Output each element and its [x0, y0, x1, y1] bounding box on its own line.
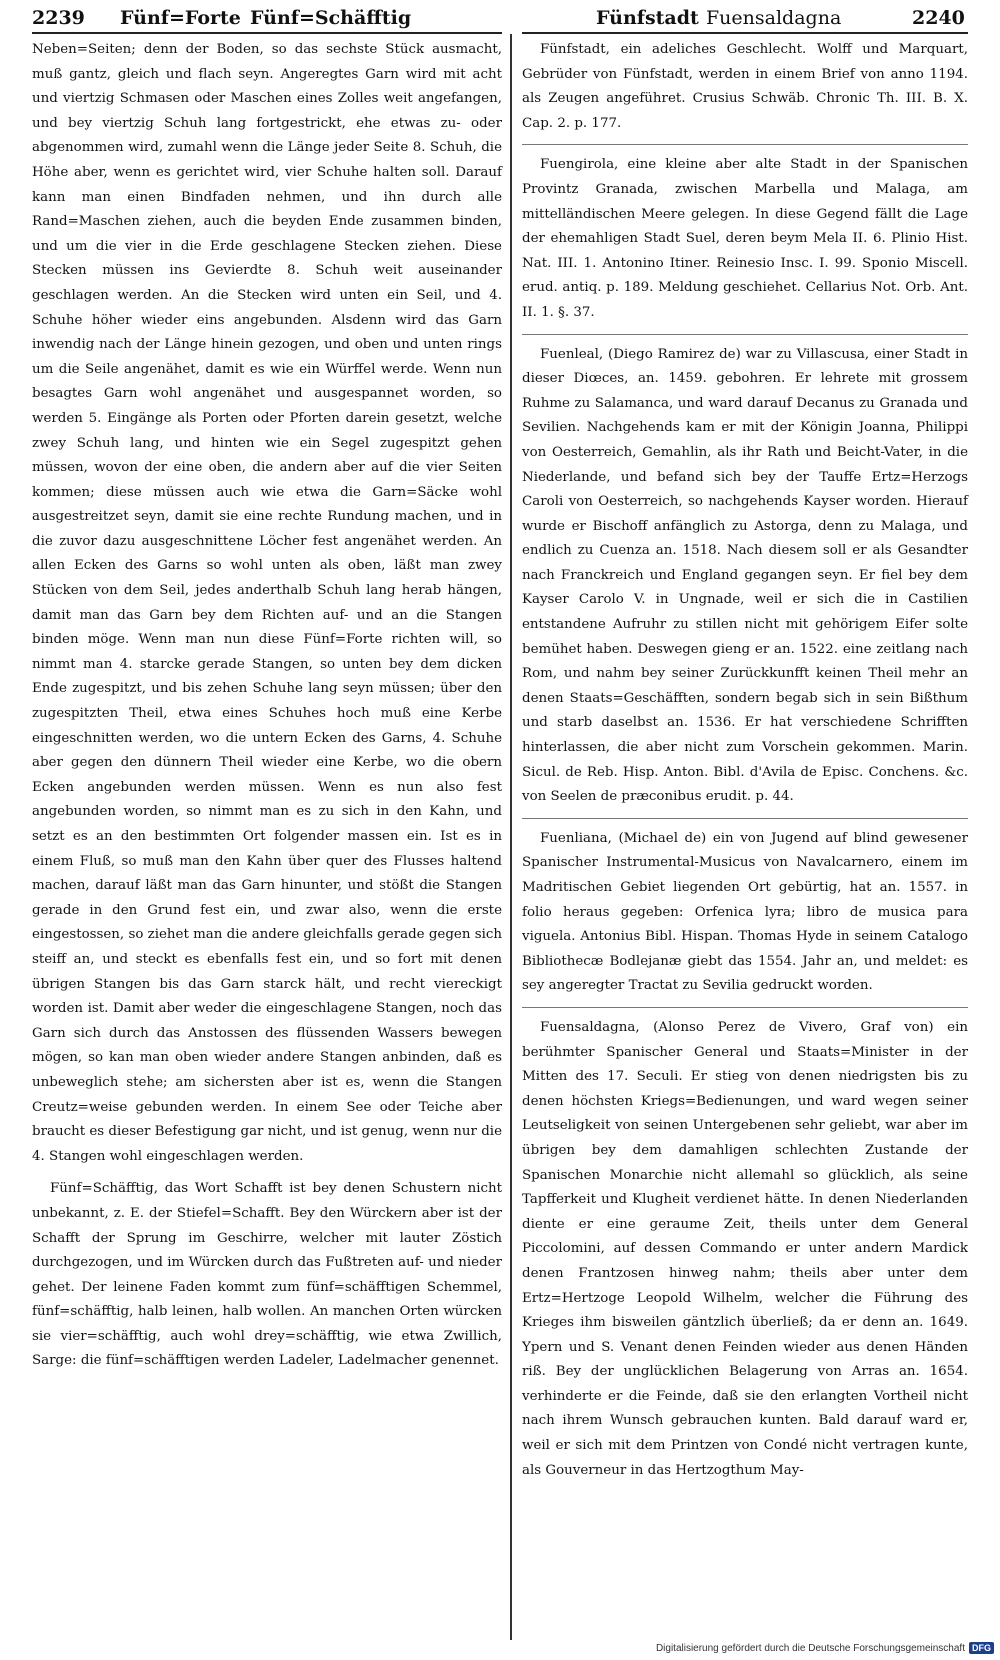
dfg-logo: DFG: [969, 1642, 994, 1654]
entry-fuenf-forte-continued: Neben=Seiten; denn der Boden, so das sechste Stück ausmacht, muß gantz, gleich und flach seyn. Angeregtes Garn wird mit acht und viertzig Schmasen oder Maschen eines Zolles weit angefangen, und bey viertzig Schuh lang fortgestrickt, ehe etwas zu- oder abgenommen wird, zumahl wenn die Länge jeder Seite 8. Schuh, die Höhe aber, wenn es gerichtet wird, vier Schuhe halten soll. Darauf kann man einen Bindfaden nehmen, und ihn durch alle Rand=Maschen ziehen, auch die beyden Ende zusammen binden, und um die vier in die Erde geschlagene Stecken ziehen. Diese Stecken müssen ins Gevierdte 8. Schuh weit auseinander geschlagen werden. An die Stecken wird unten ein Seil, und 4. Schuhe höher wieder eins angebunden. Alsdenn wird das Garn inwendig nach der Länge hinein gezogen, und oben und unten rings um die Seile angenähet, damit es wie ein Würffel werde. Wenn nun besagtes Garn wohl angenähet und ausgespannet worden, so werden 5. Eingänge als Porten oder Pforten darein gesetzt, welche zwey Schuh lang, und hinten wie ein Segel zugespitzt gehen müssen, wovon der eine oben, die andern aber auf die vier Seiten kommen; diese müssen auch wie etwa die Garn=Säcke wohl ausgestreitzet seyn, damit sie eine rechte Rundung machen, und in die zuvor dazu ausgeschnittene Löcher fest angenähet werden. An allen Ecken des Garns so wohl unten als oben, läßt man zwey Stücken von dem Seil, jedes anderthalb Schuh lang herab hängen, damit man das Garn bey dem Richten auf- und an die Stangen binden möge. Wenn man nun diese Fünf=Forte richten will, so nimmt man 4. starcke gerade Stangen, so unten bey dem dicken Ende zugespitzt, und bis zehen Schuhe lang seyn müssen; über den zugespitzten Theil, etwa eines Schuhes hoch muß eine Kerbe eingeschnitten werden, wo die untern Ecken des Garns, 4. Schuhe aber gegen den dünnern Theil wieder eine Kerbe, wo die obern Ecken angebunden werden müssen. Wenn es nun also fest angebunden worden, so nimmt man es zu sich in den Kahn, und setzt es an den bestimmten Ort folgender massen ein. Ist es in einem Fluß, so muß man den Kahn über quer des Flusses haltend machen, darauf läßt man das Garn hinunter, und stößt die Stangen gerade in den Grund fest ein, und zwar also, wenn die erste eingestossen, so ziehet man die andere gleichfalls gerade gegen sich steiff an, und steckt es ebenfalls fest ein, und so fort mit denen übrigen Stangen bis das Garn starck hält, und recht viereckigt worden ist. Damit aber weder die eingeschlagene Stangen, noch das Garn sich durch das Anstossen des flüssenden Wassers bewegen mögen, so kan man oben wieder andere Stangen anbinden, daß es unbeweglich stehe; am sichersten aber ist es, wenn die Stangen Creutz=weise gebunden werden. In einem See oder Teiche aber braucht es dieser Befestigung gar nicht, und ist genug, wenn nur die 4. Stangen wohl eingeschlagen werden.: [32, 42, 502, 1164]
column-divider: [510, 34, 512, 1640]
running-title-left-a: Fünf=Forte: [120, 7, 241, 29]
entry-fuenfstadt: Fünfstadt, ein adeliches Geschlecht. Wolff und Marquart, Gebrüder von Fünfstadt, werden in einem Brief von anno 1194. als Zeugen angeführet. Crusius Schwäb. Chronic Th. III. B. X. Cap. 2. p. 177.: [522, 42, 968, 131]
entry-separator: [522, 334, 968, 335]
entry-fuenleal: Fuenleal, (Diego Ramirez de) war zu Villascusa, einer Stadt in dieser Diœces, an. 1459. gebohren. Er lehrete mit grossem Ruhme zu Salamanca, und ward darauf Decanus zu Granada und Sevilien. Nachgehends kam er mit der Königin Joanna, Philippi von Oesterreich, Gemahlin, als ihr Rath und Beicht-Vater, in die Niederlande, und befand sich bey der Tauffe Ertz=Herzogs Caroli von Oesterreich, so nachgehends Kayser worden. Hierauf wurde er Bischoff anfänglich zu Astorga, denn zu Malaga, und endlich zu Cuenza an. 1518. Nach diesem soll er als Gesandter nach Franckreich und England gegangen seyn. Er fiel bey dem Kayser Carolo V. in Ungnade, weil er sich die in Castilien entstandene Aufruhr zu stillen nicht mit gehörigem Eifer solte bemühet haben. Deswegen gieng er an. 1522. eine zeitlang nach Rom, und nahm bey seiner Zurückkunfft keinen Theil mehr an denen Staats=Geschäfften, sondern begab sich in sein Bißthum und starb daselbst an. 1536. Er hat verschiedene Schrifften hinterlassen, die aber nicht zum Vorschein gekommen. Marin. Sicul. de Reb. Hisp. Anton. Bibl. d'Avila de Episc. Conchens. &c. von Seelen de præconibus erudit. p. 44.: [522, 346, 968, 805]
running-title-left-b: Fünf=Schäfftig: [250, 7, 412, 29]
entry-separator: [522, 818, 968, 819]
entry-fuenf-schaefftig: Fünf=Schäfftig, das Wort Schafft ist bey denen Schustern nicht unbekannt, z. E. der Stiefel=Schafft. Bey den Würckern aber ist der Schafft der Sprung im Geschirre, welcher mit lauter Zöstich durchgezogen, und im Würcken durch das Fußtreten auf- und nieder gehet. Der leinene Faden kommt zum fünf=schäfftigen Schemmel, fünf=schäfftig, halb leinen, halb wollen. An manchen Orten würcken sie vier=schäfftig, auch wohl drey=schäfftig, wie etwa Zwillich, Sarge: die fünf=schäfftigen werden Ladeler, Ladelmacher genennet.: [32, 1181, 502, 1369]
entry-fuengirola: Fuengirola, eine kleine aber alte Stadt in der Spanischen Provintz Granada, zwischen Marbella und Malaga, am mittelländischen Meere gelegen. In diese Gegend fällt die Lage der ehemahligen Stadt Suel, deren beym Mela II. 6. Plinio Hist. Nat. III. 1. Antonino Itiner. Reinesio Insc. I. 99. Sponio Miscell. erud. antiq. p. 189. Meldung geschiehet. Cellarius Not. Orb. Ant. II. 1. §. 37.: [522, 157, 968, 320]
right-column: [522, 38, 968, 1491]
entry-separator: [522, 144, 968, 145]
running-header: [0, 4, 1000, 32]
entry-fuenliana: Fuenliana, (Michael de) ein von Jugend auf blind gewesener Spanischer Instrumental-Musicus von Navalcarnero, einem im Madritischen Gebiet liegenden Ort gebürtig, hat an. 1557. in folio heraus gegeben: Orfenica lyra; libro de musica para viguela. Antonius Bibl. Hispan. Thomas Hyde in seinem Catalogo Bibliothecæ Bodlejanæ giebt das 1554. Jahr an, und meldet: es sey angeregter Tractat zu Sevilia gedruckt worden.: [522, 830, 968, 994]
header-rule-right: [522, 32, 968, 34]
digitization-footer: [656, 1642, 994, 1656]
page-number-right: 2240: [912, 7, 965, 29]
running-title-right-a: Fünfstadt: [596, 7, 699, 29]
left-column: [32, 38, 502, 1382]
entry-separator: [522, 1007, 968, 1008]
running-title-right-b: Fuensaldagna: [706, 7, 842, 29]
page-number-left: 2239: [32, 7, 85, 29]
footer-text: Digitalisierung gefördert durch die Deutsche Forschungsgemeinschaft: [655, 1643, 965, 1654]
header-rule-left: [32, 32, 502, 34]
entry-fuensaldagna: Fuensaldagna, (Alonso Perez de Vivero, Graf von) ein berühmter Spanischer General und Staats=Minister in der Mitten des 17. Seculi. Er stieg von denen niedrigsten bis zu denen höchsten Kriegs=Bedienungen, und ward wegen seiner Leutseligkeit von seinen Untergebenen sehr geliebt, war aber im übrigen bey dem damahligen schlechten Zustande der Spanischen Monarchie nicht allemahl so glücklich, als seine Tapfferkeit und Klugheit verdienet hätte. In denen Niederlanden diente er eine geraume Zeit, theils unter dem General Piccolomini, auf dessen Commando er unter andern Mardick denen Frantzosen hinweg nahm; theils aber unter dem Ertz=Hertzoge Leopold Wilhelm, welcher die Führung des Krieges ihm bisweilen gäntzlich überließ; da er denn an. 1649. Ypern und S. Venant denen Feinden wieder aus denen Händen riß. Bey der unglücklichen Belagerung von Arras an. 1654. verhinderte er die Feinde, daß sie den erlangten Vortheil nicht nach ihrem Wunsch gebrauchen kunten. Bald darauf ward er, weil er sich mit dem Printzen von Condé nicht vertragen kunte, als Gouverneur in das Hertzogthum May-: [522, 1019, 968, 1478]
